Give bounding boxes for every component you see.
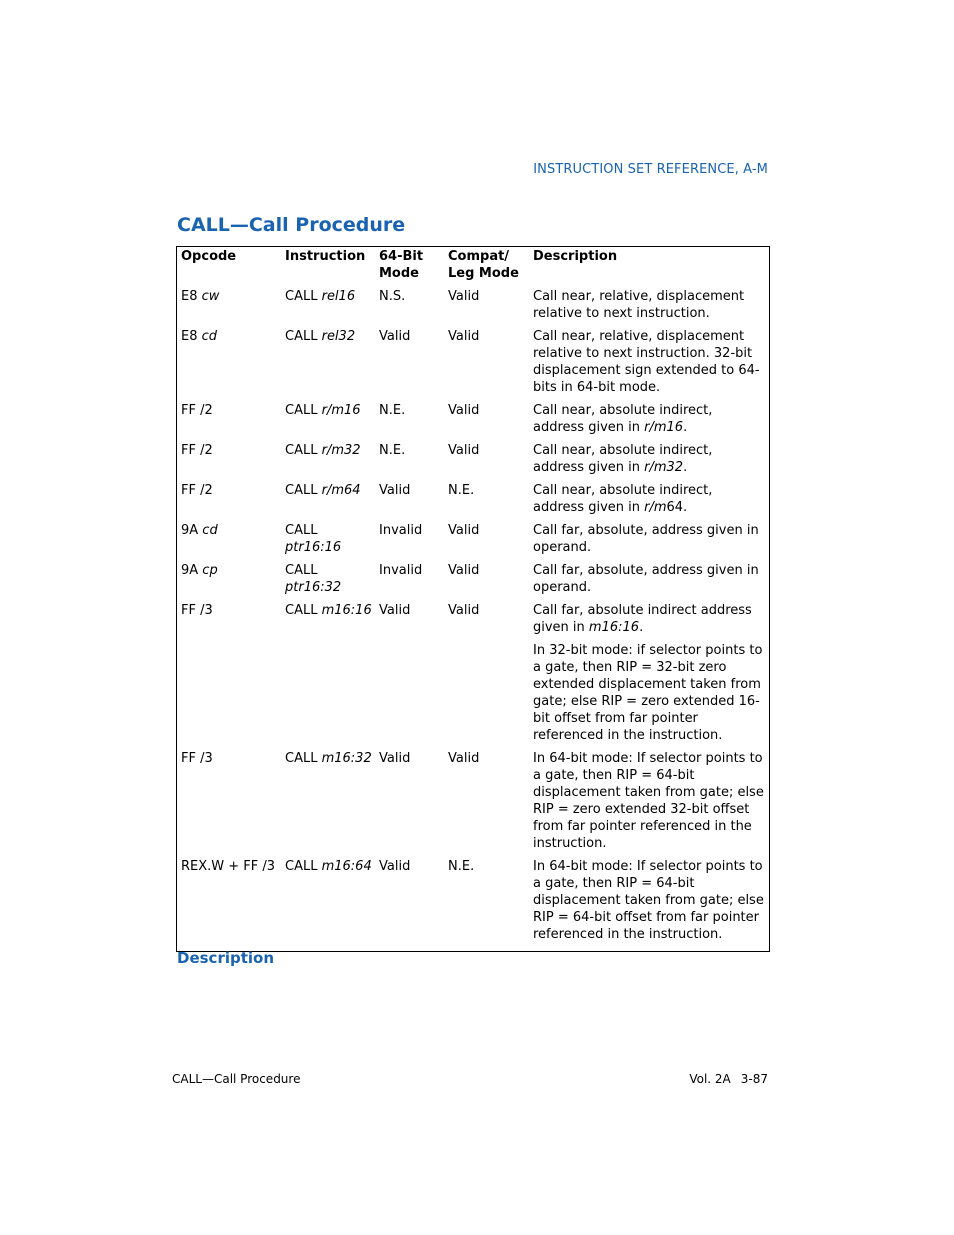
table-row bbox=[177, 642, 769, 750]
cell-64bit-mode: N.S. bbox=[379, 289, 406, 304]
cell-opcode: FF /2 bbox=[181, 403, 213, 418]
cell-compat-leg-mode: Valid bbox=[448, 751, 480, 766]
cell-instruction: CALL m16:64 bbox=[285, 859, 372, 874]
cell-compat-leg-mode: Valid bbox=[448, 603, 480, 618]
table-body bbox=[177, 288, 769, 951]
cell-compat-leg-mode: N.E. bbox=[448, 483, 475, 498]
cell-instruction: CALL r/m16 bbox=[285, 403, 361, 418]
th-opcode: Opcode bbox=[181, 249, 237, 264]
cell-64bit-mode: Invalid bbox=[379, 523, 423, 538]
cell-description: Call near, relative, displacement relative to next instruction. bbox=[533, 289, 745, 321]
table-header-row bbox=[177, 247, 769, 288]
table-row bbox=[177, 402, 769, 442]
cell-compat-leg-mode: Valid bbox=[448, 523, 480, 538]
section-heading-description: Description bbox=[177, 949, 275, 967]
footer-right bbox=[689, 1072, 768, 1086]
table-row bbox=[177, 442, 769, 482]
cell-compat-leg-mode: Valid bbox=[448, 563, 480, 578]
table-row bbox=[177, 858, 769, 951]
cell-description: In 64-bit mode: If selector points to a gate, then RIP = 64-bit displacement taken from gate; else RIP = 64-bit offset from far pointer referenced in the instruction. bbox=[533, 859, 764, 942]
cell-opcode: REX.W + FF /3 bbox=[181, 859, 276, 874]
cell-description: In 64-bit mode: If selector points to a gate, then RIP = 64-bit displacement taken from gate; else RIP = zero extended 32-bit offset from far pointer referenced in the instruction. bbox=[533, 751, 764, 851]
cell-compat-leg-mode: N.E. bbox=[448, 859, 475, 874]
cell-instruction: CALL rel32 bbox=[285, 329, 356, 344]
cell-opcode: FF /2 bbox=[181, 483, 213, 498]
th-description: Description bbox=[533, 249, 618, 264]
cell-64bit-mode: N.E. bbox=[379, 403, 406, 418]
cell-64bit-mode: Valid bbox=[379, 751, 411, 766]
page-title: CALL—Call Procedure bbox=[177, 214, 406, 236]
cell-instruction: CALL r/m64 bbox=[285, 483, 361, 498]
cell-instruction: CALL rel16 bbox=[285, 289, 356, 304]
cell-opcode: E8 cd bbox=[181, 329, 218, 344]
cell-description: Call near, absolute indirect, address given in r/m32. bbox=[533, 443, 713, 475]
opcode-table bbox=[176, 246, 770, 952]
cell-opcode: FF /3 bbox=[181, 751, 213, 766]
cell-opcode: 9A cp bbox=[181, 563, 218, 578]
cell-opcode: 9A cd bbox=[181, 523, 218, 538]
cell-opcode: E8 cw bbox=[181, 289, 220, 304]
cell-instruction bbox=[281, 642, 375, 750]
footer-left: CALL—Call Procedure bbox=[172, 1072, 301, 1086]
footer-volume: Vol. 2A bbox=[689, 1072, 731, 1086]
cell-compat-leg-mode: Valid bbox=[448, 329, 480, 344]
cell-compat-leg-mode: Valid bbox=[448, 289, 480, 304]
cell-opcode: FF /3 bbox=[181, 603, 213, 618]
cell-64bit-mode: Invalid bbox=[379, 563, 423, 578]
cell-description: Call far, absolute, address given in operand. bbox=[533, 563, 759, 595]
th-instruction: Instruction bbox=[285, 249, 366, 264]
cell-instruction: CALL r/m32 bbox=[285, 443, 361, 458]
th-64bit-mode: 64-Bit Mode bbox=[379, 249, 424, 281]
th-compat-leg-mode: Compat/ Leg Mode bbox=[448, 249, 519, 281]
cell-opcode bbox=[177, 642, 281, 750]
cell-description: Call near, absolute indirect, address given in r/m16. bbox=[533, 403, 713, 435]
cell-description: Call far, absolute indirect address given in m16:16. bbox=[533, 603, 752, 635]
table-row bbox=[177, 482, 769, 522]
cell-description: Call near, relative, displacement relative to next instruction. 32-bit displacement sign extended to 64-bits in 64-bit mode. bbox=[533, 329, 760, 395]
table-row bbox=[177, 562, 769, 602]
running-header: INSTRUCTION SET REFERENCE, A-M bbox=[533, 162, 768, 177]
cell-64bit-mode: Valid bbox=[379, 483, 411, 498]
footer-page-number: 3-87 bbox=[740, 1072, 768, 1086]
cell-opcode: FF /2 bbox=[181, 443, 213, 458]
cell-64bit-mode: Valid bbox=[379, 603, 411, 618]
table-row bbox=[177, 288, 769, 328]
cell-compat-leg-mode bbox=[444, 642, 529, 750]
cell-64bit-mode: Valid bbox=[379, 329, 411, 344]
cell-description: Call far, absolute, address given in operand. bbox=[533, 523, 759, 555]
cell-description: In 32-bit mode: if selector points to a gate, then RIP = 32-bit zero extended displacement taken from gate; else RIP = zero extended 16-bit offset from far pointer referenced in the instruction. bbox=[533, 643, 763, 743]
cell-64bit-mode: Valid bbox=[379, 859, 411, 874]
cell-compat-leg-mode: Valid bbox=[448, 403, 480, 418]
cell-description: Call near, absolute indirect, address given in r/m64. bbox=[533, 483, 713, 515]
table-row bbox=[177, 522, 769, 562]
cell-64bit-mode: N.E. bbox=[379, 443, 406, 458]
cell-compat-leg-mode: Valid bbox=[448, 443, 480, 458]
cell-64bit-mode bbox=[375, 642, 444, 750]
cell-instruction: CALL m16:32 bbox=[285, 751, 372, 766]
table-row bbox=[177, 328, 769, 402]
table-row bbox=[177, 602, 769, 642]
cell-instruction: CALL m16:16 bbox=[285, 603, 372, 618]
table-row bbox=[177, 750, 769, 858]
cell-instruction: CALL ptr16:16 bbox=[285, 523, 342, 555]
cell-instruction: CALL ptr16:32 bbox=[285, 563, 342, 595]
